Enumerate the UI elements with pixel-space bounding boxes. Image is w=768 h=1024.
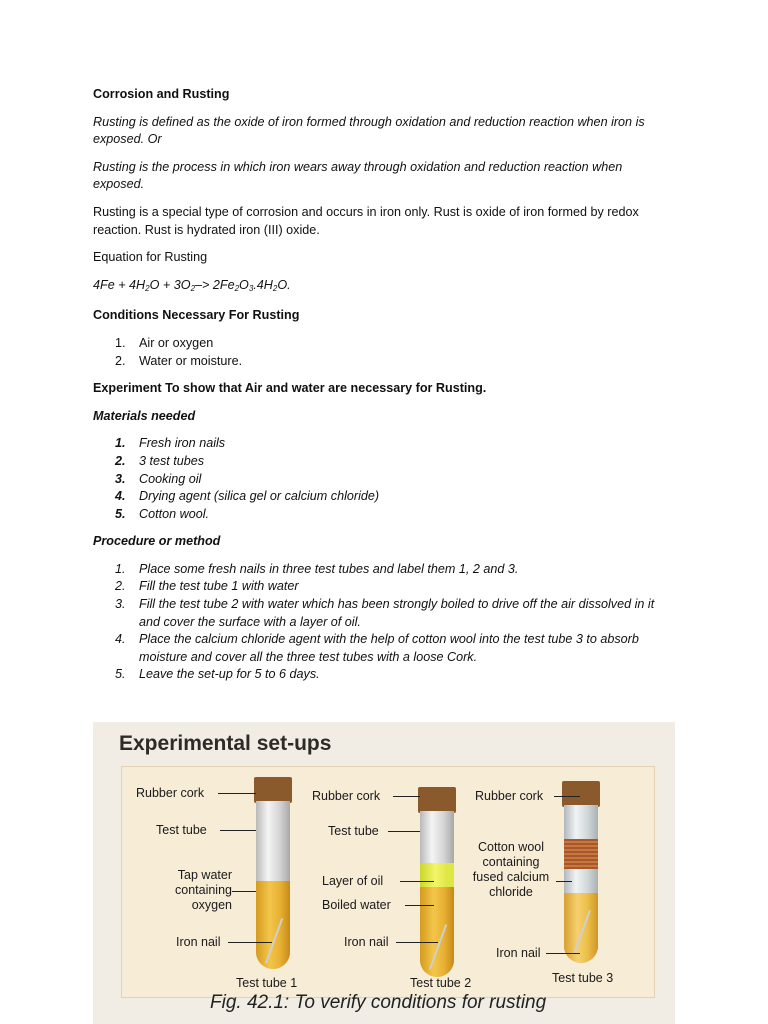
materials-heading: Materials needed [93,408,196,423]
rubber-cork [562,781,600,807]
label-iron-nail-3: Iron nail [496,946,541,960]
pointer-line [554,796,580,797]
definition-2: Rusting is the process in which iron wears away through oxidation and reduction reaction when exposed. [93,159,623,192]
rusting-equation: $4Fe + 4H_2O + 3O_2-> 2Fe_2O_3.4H_2O$. [93,277,291,293]
pointer-line [396,942,438,943]
label-tap-water: Tap water containing oxygen [175,868,232,912]
tube-glass [564,805,598,963]
document-body [93,86,673,694]
tube-glass [420,811,454,977]
list-item: 1. Place some fresh nails in three test tubes and label them 1, 2 and 3. [115,561,519,576]
pointer-line [393,796,420,797]
pointer-line [232,891,256,892]
pointer-line [546,953,580,954]
label-oil-layer: Layer of oil [322,874,384,888]
test-tube-1 [256,777,290,969]
list-item: 2. Fill the test tube 1 with water [115,579,299,594]
figure-frame [121,766,655,998]
procedure-list [93,561,673,684]
label-boiled-water: Boiled water [322,898,391,912]
list-item: 5. Cotton wool. [115,506,210,521]
definition-1: Rusting is defined as the oxide of iron formed through oxidation and reduction reaction when iron is exposed. Or [93,114,645,147]
label-test-tube-caption-2: Test tube 2 [410,976,472,990]
rubber-cork [418,787,456,813]
list-item: 2. Water or moisture. [115,353,243,368]
list-item: 5. Leave the set-up for 5 to 6 days. [115,667,320,682]
materials-list [93,435,673,523]
figure-caption: Fig. 42.1: To verify conditions for rusting [210,992,547,1013]
label-rubber-cork-1: Rubber cork [136,786,205,800]
experiment-figure [93,722,675,1024]
figure-title: Experimental set-ups [119,732,332,755]
label-rubber-cork-3: Rubber cork [475,789,544,803]
pointer-line [405,905,434,906]
rubber-cork [254,777,292,803]
pointer-line [218,793,256,794]
label-test-tube-caption-1: Test tube 1 [236,976,298,990]
definition-3: Rusting is a special type of corrosion and occurs in iron only. Rust is oxide of iron formed by redox reaction. Rust is hydrated iron (III) oxide. [93,204,639,237]
label-calcium-chloride: Cotton wool containing fused calcium chloride [472,840,550,899]
pointer-line [388,831,420,832]
section-title: Corrosion and Rusting [93,87,230,101]
label-rubber-cork-2: Rubber cork [312,789,381,803]
pointer-line [556,881,572,882]
list-item: 2. 3 test tubes [115,453,205,468]
calcium-chloride [564,839,598,869]
conditions-heading: Conditions Necessary For Rusting [93,308,300,323]
tube-glass [256,801,290,969]
pointer-line [220,830,256,831]
label-iron-nail-2: Iron nail [344,935,389,949]
list-item: 4. Place the calcium chloride agent with the help of cotton wool into the test tube 3 to absorb moisture and cover all the three test tubes with a loose Cork. [115,632,639,664]
equation-heading: Equation for Rusting [93,250,208,265]
oil-layer [420,863,454,887]
label-test-tube-caption-3: Test tube 3 [552,971,614,985]
label-test-tube-2: Test tube [328,824,379,838]
list-item: 1. Air or oxygen [115,335,214,350]
pointer-line [400,881,434,882]
list-item: 3. Cooking oil [115,471,202,486]
list-item: 4. Drying agent (silica gel or calcium chloride) [115,489,380,504]
conditions-list [93,335,673,370]
label-test-tube-1: Test tube [156,823,207,837]
list-item: 3. Fill the test tube 2 with water which has been strongly boiled to drive off the air dissolved in it and cover the surface with a layer of oil. [115,597,655,629]
test-tube-3 [564,781,598,963]
pointer-line [228,942,272,943]
procedure-heading: Procedure or method [93,534,221,549]
experiment-heading: Experiment To show that Air and water are necessary for Rusting. [93,381,487,396]
list-item: 1. Fresh iron nails [115,436,226,451]
label-iron-nail-1: Iron nail [176,935,221,949]
tap-water [256,881,290,969]
boiled-water [420,887,454,977]
